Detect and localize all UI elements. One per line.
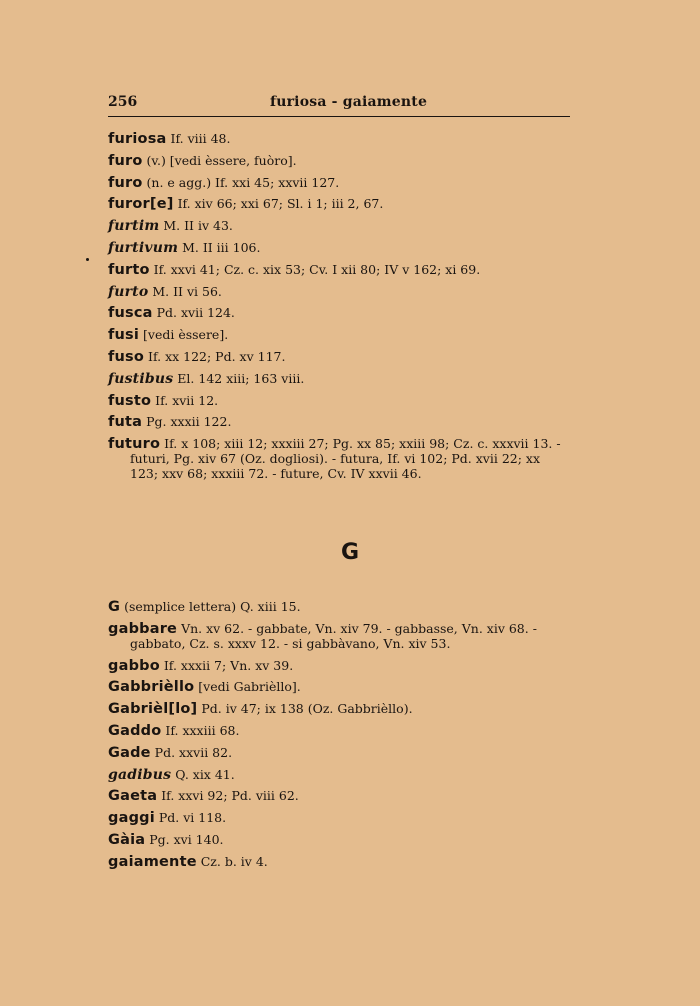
entry-headword: fusi [108,327,140,344]
dictionary-entry [108,415,570,430]
entry-headword: Gabrièl[lo] [108,701,198,718]
dictionary-entry [108,768,570,783]
entry-references: M. II iii 106. [178,239,261,255]
entry-references: Pg. xvi 140. [145,831,224,847]
dictionary-entry [108,702,570,717]
dictionary-entry [108,154,570,169]
entry-references: (n. e agg.) If. xxi 45; xxvii 127. [142,174,340,190]
dictionary-entry [108,833,570,848]
dictionary-entry [108,328,570,343]
entry-references: Pd. xxvii 82. [150,744,233,760]
dictionary-entry [108,855,570,870]
entries-f-section [108,132,570,489]
page-header [108,94,570,117]
entry-headword: gabbo [108,657,160,674]
entry-headword: Gaeta [108,788,158,805]
dictionary-entry [108,176,570,191]
entry-headword: fustibus [108,370,174,387]
entry-headword: fusto [108,392,152,409]
entry-headword: futuro [108,436,161,453]
entry-headword: furiosa [108,131,167,147]
entry-references: If. viii 48. [166,131,231,146]
entry-references: Vn. xv 62. - gabbate, Vn. xiv 79. - gabbasse, Vn. xiv 68. - gabbato, Cz. s. xxxv 12. - si gabbàvano, Vn. xiv 53. [130,620,537,651]
dictionary-entry [108,437,570,482]
dictionary-entry [108,680,570,695]
entry-references: Pg. xxxii 122. [142,414,232,430]
dictionary-entry [108,263,570,278]
entry-headword: furo [108,174,143,191]
entry-references: Pd. vi 118. [154,810,227,826]
entry-headword: fuso [108,348,145,365]
dictionary-entry [108,622,570,652]
entry-references: If. xxvi 41; Cz. c. xix 53; Cv. I xii 80; IV v 162; xi 69. [149,261,481,277]
dictionary-entry [108,746,570,761]
entry-headword: Gabbrièllo [108,679,195,696]
margin-mark [86,258,89,261]
entry-headword: fusca [108,305,153,322]
entry-headword: gaggi [108,810,155,827]
dictionary-entry [108,197,570,212]
entry-headword: Gade [108,744,151,761]
dictionary-entry [108,789,570,804]
dictionary-entry [108,372,570,387]
entry-references: If. xxxiii 68. [161,722,240,738]
dictionary-entry [108,811,570,826]
dictionary-entry [108,600,570,615]
entry-references: (semplice lettera) Q. xiii 15. [120,599,301,614]
entry-references: El. 142 xiii; 163 viii. [173,370,305,386]
entry-references: Cz. b. iv 4. [196,853,268,869]
entries-g-section [108,600,570,877]
dictionary-entry [108,285,570,300]
entry-headword: furtim [108,218,160,235]
entry-references: (v.) [vedi èssere, fuòro]. [142,152,297,168]
entry-headword: G [108,599,121,615]
entry-references: [vedi èssere]. [139,327,229,343]
dictionary-entry [108,350,570,365]
dictionary-entry [108,394,570,409]
entry-headword: Gaddo [108,722,162,739]
entry-references: M. II iv 43. [159,218,233,234]
entry-headword: gabbare [108,620,178,637]
entry-headword: furto [108,261,150,278]
dictionary-entry [108,219,570,234]
entry-headword: furor[e] [108,196,174,213]
section-letter-heading: G [340,540,360,565]
dictionary-entry [108,659,570,674]
entry-headword: furto [108,283,149,300]
entry-references: Pd. xvii 124. [152,305,235,321]
entry-references: If. xvii 12. [151,392,219,408]
entry-references: Pd. iv 47; ix 138 (Oz. Gabbrièllo). [197,701,413,717]
entry-headword: furtivum [108,239,179,256]
entry-references: If. xiv 66; xxi 67; Sl. i 1; iii 2, 67. [173,196,384,212]
dictionary-entry [108,306,570,321]
dictionary-entry [108,241,570,256]
dictionary-entry [108,724,570,739]
entry-references: [vedi Gabrièllo]. [194,679,301,695]
entry-headword: futa [108,414,143,431]
entry-references: If. xxxii 7; Vn. xv 39. [159,657,294,673]
entry-headword: Gàia [108,831,146,848]
running-head: furiosa - gaiamente [270,94,428,110]
dictionary-entry [108,132,570,147]
entry-references: If. xxvi 92; Pd. viii 62. [157,788,299,804]
entry-references: If. xx 122; Pd. xv 117. [144,348,286,364]
entry-headword: furo [108,152,143,169]
entry-headword: gadibus [108,766,172,783]
entry-references: Q. xix 41. [171,766,235,782]
page-number: 256 [108,94,138,110]
entry-references: If. x 108; xiii 12; xxxiii 27; Pg. xx 85; xxiii 98; Cz. c. xxxvii 13. - futuri, Pg. xiv 67 (Oz. dogliosi). - futura, If. vi 102; Pd. xvii 22; xx 123; xxv 68; xxxiii 72. - future, Cv. IV xxvii 46. [130,436,561,482]
entry-headword: gaiamente [108,853,197,870]
entry-references: M. II vi 56. [148,283,222,299]
